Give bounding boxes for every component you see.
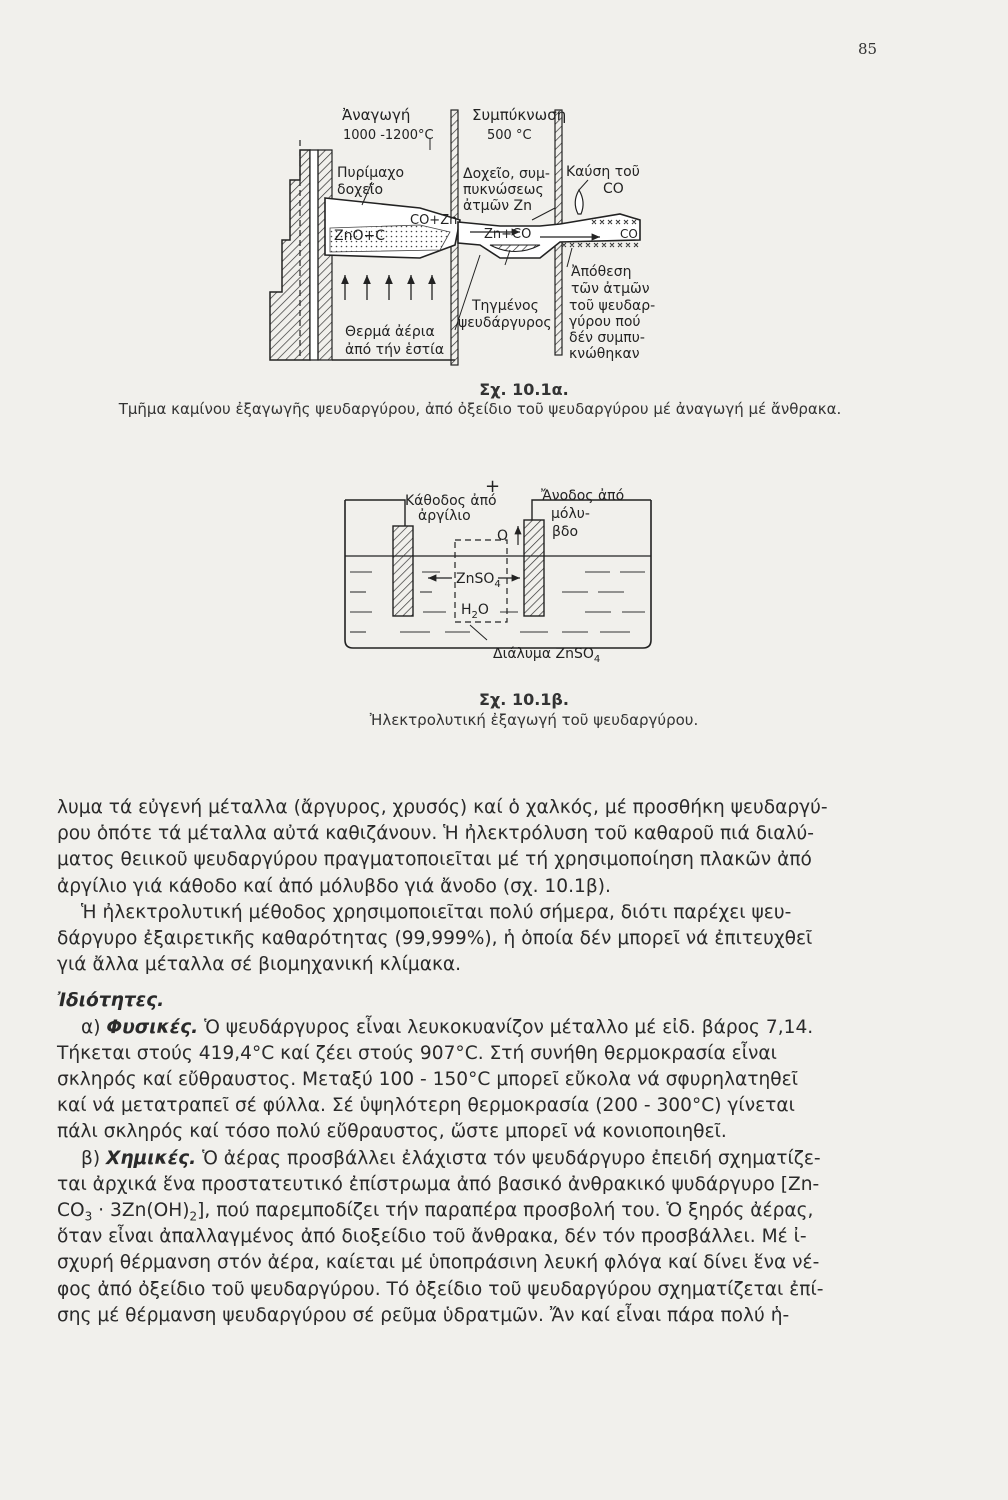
figure2-caption-number: Σχ. 10.1β.: [479, 690, 569, 709]
cathode-plate: [393, 526, 413, 616]
label-deposit-6: κνώθηκαν: [569, 346, 640, 362]
label-deposit-2: τῶν ἀτμῶν: [571, 281, 650, 297]
label-solution: Διάλυμα ZnSO$_4$: [493, 646, 601, 665]
label-condenser-2: πυκνώσεως: [463, 182, 544, 198]
text-line: Ἡ ἠλεκτρολυτική μέθοδος χρησιμοποιεῖται πολύ σήμερα, διότι παρέχει ψευ-: [81, 901, 792, 923]
figure1-caption-number: Σχ. 10.1α.: [479, 380, 569, 399]
text-line: α) Φυσικές. Ὁ ψευδάργυρος εἶναι λευκοκυανίζον μέταλλο μέ εἰδ. βάρος 7,14.: [81, 1016, 814, 1038]
label-deposit-4: γύρου πού: [569, 314, 641, 330]
label-zno-c: ZnO+C: [334, 228, 385, 244]
hot-gas-arrows: [345, 275, 432, 300]
label-deposit-1: Ἀπόθεση: [571, 264, 632, 280]
label-combustion-1: Καύση τοῦ: [566, 164, 640, 180]
text-line: ὅταν εἶναι ἀπαλλαγμένος ἀπό διοξείδιο τοῦ ἄνθρακα, δέν τόν προσβάλλει. Μέ ἰ-: [57, 1226, 807, 1248]
page-number: 85: [858, 40, 878, 58]
text-line: καί νά μετατραπεῖ σέ φύλλα. Σέ ὑψηλότερη θερμοκρασία (200 - 300°C) γίνεται: [57, 1095, 795, 1117]
text-line: φος ἀπό ὀξείδιο τοῦ ψευδαργύρου. Τό ὀξείδιο τοῦ ψευδαργύρου σχηματίζεται ἐπί-: [57, 1278, 824, 1300]
label-anode-1: Ἄνοδος ἀπό: [541, 488, 625, 504]
label-condenser-3: ἀτμῶν Zn: [463, 198, 533, 214]
label-reduction: Ἀναγωγή: [342, 106, 411, 124]
label-anode-3: βδο: [552, 524, 579, 540]
label-hot-air-2: ἀπό τήν ἑστία: [345, 342, 445, 358]
text-line: δάργυρο ἐξαιρετικῆς καθαρότητας (99,999%), ἡ ὁποία δέν μπορεῖ νά ἐπιτευχθεῖ: [57, 928, 813, 950]
label-combustion-2: CO: [603, 181, 624, 197]
label-molten-2: ψευδάργυρος: [458, 315, 552, 331]
text-line: σκληρός καί εὔθραυστος. Μεταξύ 100 - 150°C μπορεῖ εὔκολα νά σφυρηλατηθεῖ: [57, 1069, 798, 1091]
label-reduction-temp: 1000 -1200°C: [343, 128, 434, 143]
label-zn-co: Zn+CO: [484, 227, 532, 242]
chemical-properties-label: Χημικές.: [106, 1147, 197, 1169]
physical-properties-label: Φυσικές.: [106, 1016, 199, 1038]
text-line: ματος θειικοῦ ψευδαργύρου πραγματοποιεῖται μέ τή χρησιμοποίηση πλακῶν ἀπό: [57, 849, 812, 871]
label-hot-air-1: Θερμά ἀέρια: [345, 324, 435, 340]
text-line: σχυρή θέρμανση στόν ἀέρα, καίεται μέ ὑποπράσινη λευκή φλόγα καί δίνει ἕνα νέ-: [57, 1252, 820, 1274]
text-line: $CO_3 \cdot 3Zn(OH)_2$], πού παρεμποδίζει τήν παραπέρα προσβολή του. Ὁ ξηρός ἀέρας,: [57, 1200, 814, 1224]
label-co: CO: [620, 227, 638, 241]
text-line: ρου ὁπότε τά μέταλλα αὐτά καθιζάνουν. Ἡ ἠλεκτρόλυση τοῦ καθαροῦ πιά διαλύ-: [57, 823, 815, 845]
label-cathode-2: ἀργίλιο: [418, 508, 471, 524]
text-line: πάλι σκληρός καί τόσο πολύ εὔθραυστος, ὥστε μπορεῖ νά κονιοποιηθεῖ.: [57, 1121, 727, 1143]
label-anode-2: μόλυ-: [551, 506, 590, 522]
text-line: ἀργίλιο γιά κάθοδο καί ἀπό μόλυβδο γιά ἄνοδο (σχ. 10.1β).: [57, 875, 611, 897]
label-plus: +: [485, 476, 501, 497]
figure-furnace-diagram: [0, 0, 1008, 720]
label-refractory-2: δοχεῖο: [337, 182, 384, 198]
text-line: Τήκεται στούς 419,4°C καί ζέει στούς 907°C. Στή συνήθη θερμοκρασία εἶναι: [57, 1042, 777, 1064]
body-text: [57, 795, 895, 1329]
label-oxygen: O: [497, 528, 509, 544]
text-line: λυμα τά εὐγενή μέταλλα (ἄργυρος, χρυσός) καί ὁ χαλκός, μέ προσθήκη ψευδαργύ-: [57, 797, 828, 818]
furnace-wall: [270, 140, 332, 360]
label-molten-1: Τηγμένος: [472, 298, 539, 314]
label-refractory-1: Πυρίμαχο: [337, 165, 405, 181]
text-line: β) Χημικές. Ὁ ἀέρας προσβάλλει ἐλάχιστα τόν ψευδάργυρο ἐπειδή σχηματίζε-: [81, 1147, 821, 1169]
label-condenser-1: Δοχεῖο, συμ-: [463, 166, 550, 182]
figure-electrolysis-diagram: [345, 500, 651, 648]
figure1-caption-text: Τμῆμα καμίνου ἐξαγωγῆς ψευδαργύρου, ἀπό ὀξείδιο τοῦ ψευδαργύρου μέ ἀναγωγή μέ ἄνθρακα.: [118, 400, 842, 418]
section-heading: Ἰδιότητες.: [57, 990, 165, 1012]
text-line: ται ἀρχικά ἕνα προστατευτικό ἐπίστρωμα ἀπό βασικό ἀνθρακικό ψυδάργυρο [Zn-: [57, 1173, 820, 1195]
label-condensation-temp: 500 °C: [487, 128, 532, 143]
label-cathode-1: Κάθοδος ἀπό: [405, 493, 497, 509]
label-water: $H_2O$: [461, 602, 489, 621]
text-line: σης μέ θέρμανση ψευδαργύρου σέ ρεῦμα ὑδρατμῶν. Ἄν καί εἶναι πάρα πολύ ἡ-: [57, 1304, 790, 1326]
anode-plate: [524, 520, 544, 616]
label-znso4-ion: ZnSO$_4$: [456, 571, 501, 590]
text-line: γιά ἄλλα μέταλλα σέ βιομηχανική κλίμακα.: [57, 954, 462, 976]
label-condensation: Συμπύκνωση: [472, 106, 567, 124]
label-deposit-3: τοῦ ψευδαρ-: [569, 298, 656, 314]
label-co-zn: CO+Zn: [410, 213, 458, 228]
flame-icon: [575, 190, 583, 214]
label-deposit-5: δέν συμπυ-: [569, 330, 645, 346]
figure2-caption-text: Ἠλεκτρολυτική ἐξαγωγή τοῦ ψευδαργύρου.: [369, 711, 699, 729]
